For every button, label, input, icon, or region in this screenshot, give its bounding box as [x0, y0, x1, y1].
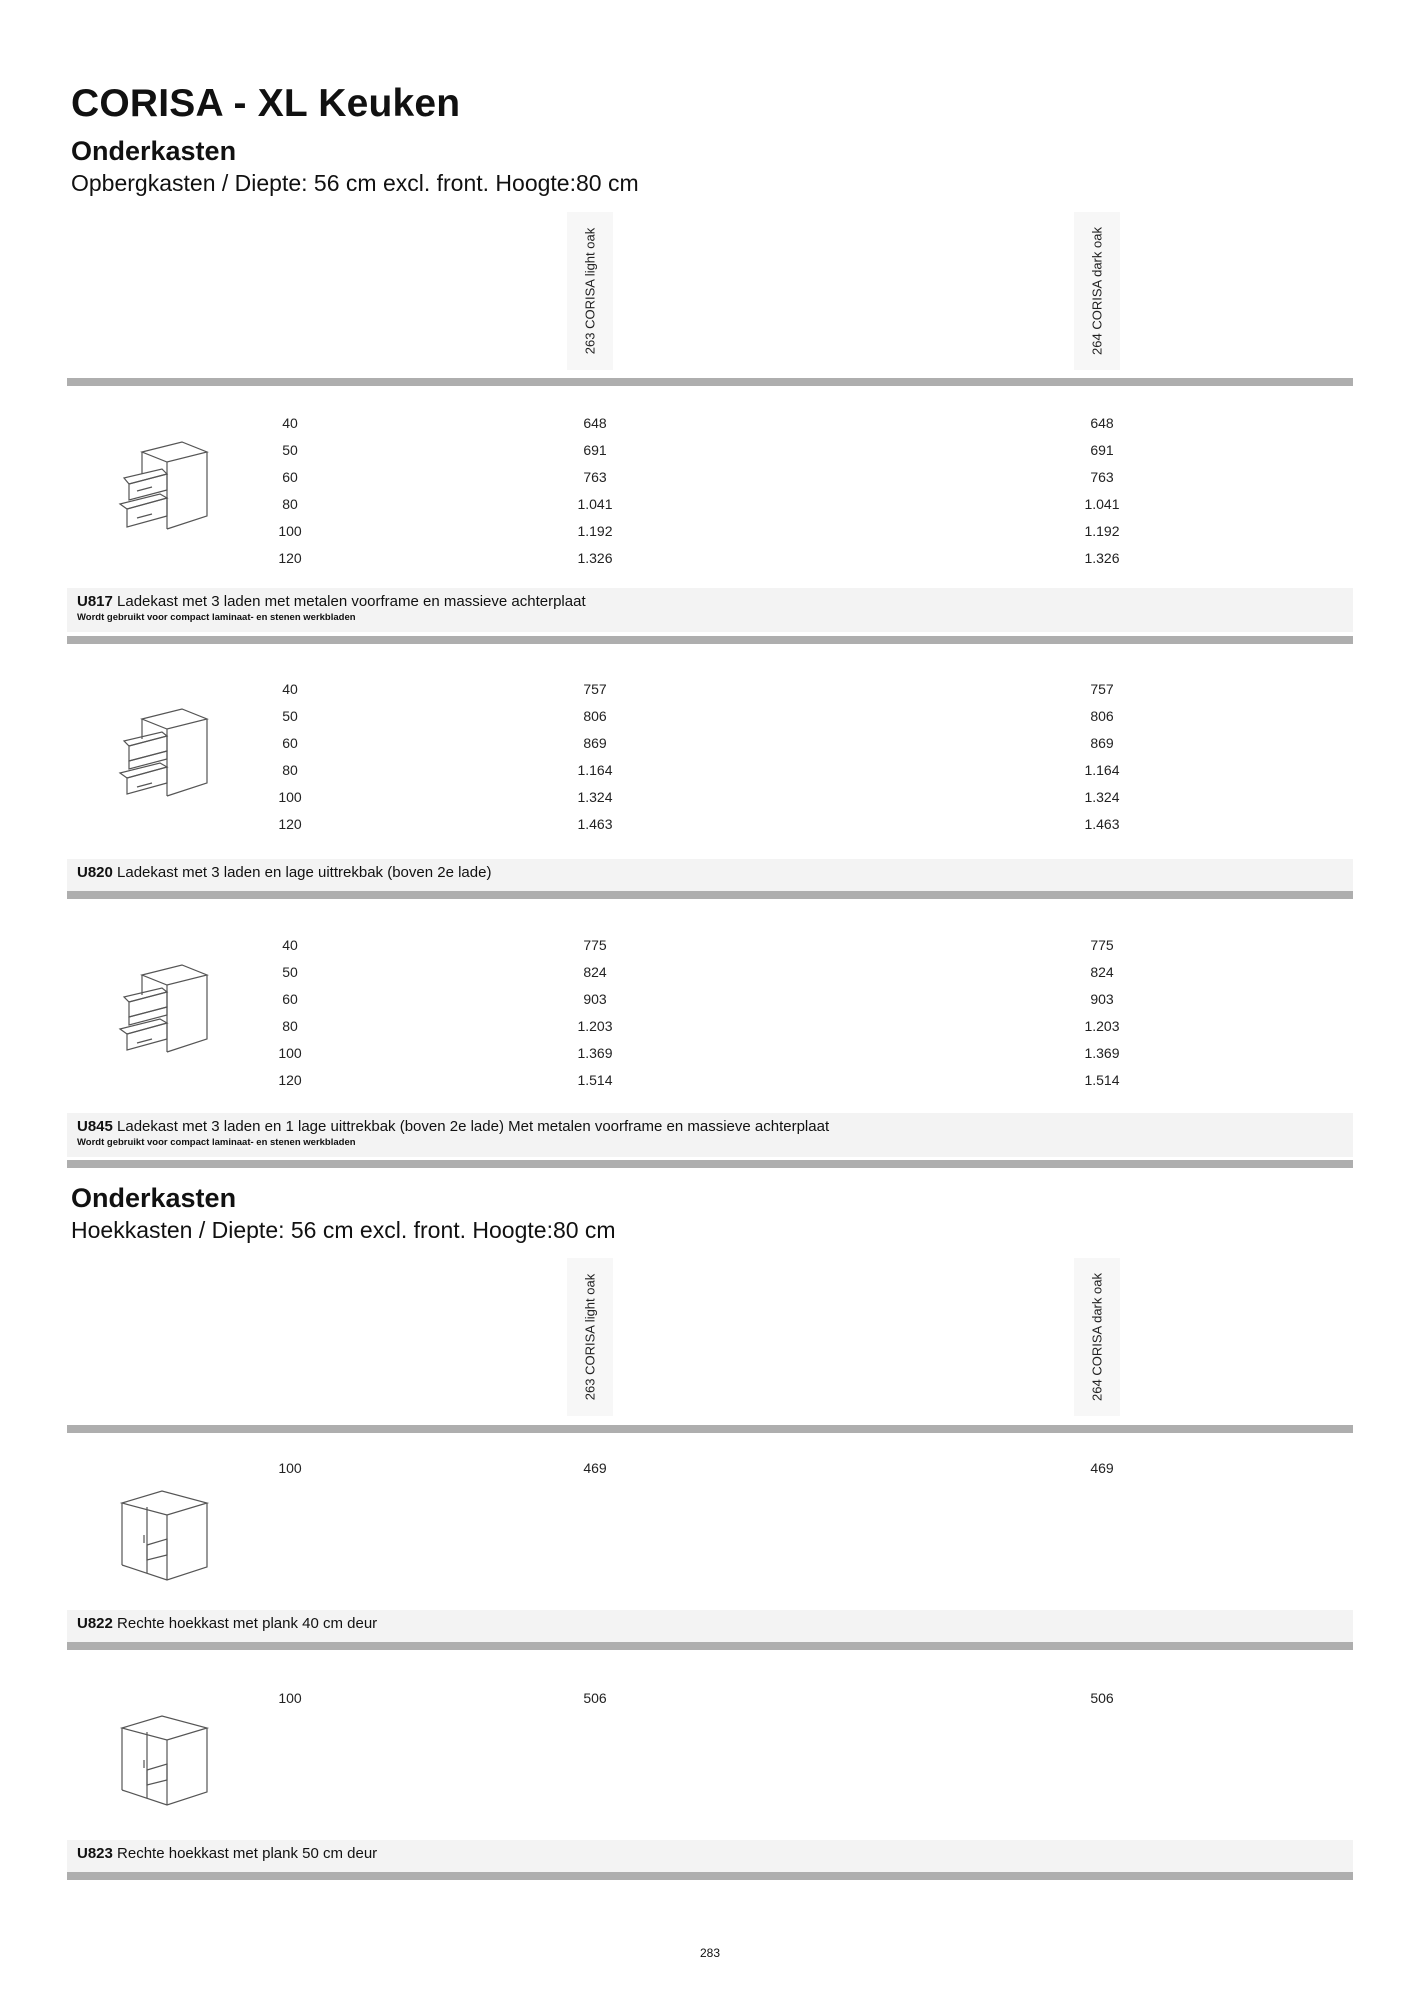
table-row: 100 1.324 1.324 [278, 789, 1120, 805]
table-row: 100 469 469 [278, 1460, 1114, 1476]
table-row: 40 757 757 [282, 681, 1114, 697]
product-note: Wordt gebruikt voor compact laminaat- en stenen werkbladen [77, 1137, 356, 1148]
column-header-light-oak [567, 1258, 613, 1416]
product-block-u820 [67, 681, 1353, 901]
table-row: 50 824 824 [282, 964, 1114, 980]
table-rule [67, 378, 1353, 386]
table-row: 100 506 506 [278, 1690, 1114, 1706]
product-description: Ladekast met 3 laden met metalen voorframe en massieve achterplaat [117, 593, 586, 610]
column-header-label: 263 CORISA light oak [582, 227, 598, 355]
table-rule [67, 1642, 1353, 1650]
section-subheading: Opbergkasten / Diepte: 56 cm excl. front. Hoogte:80 cm [71, 170, 639, 196]
table-row: 80 1.041 1.041 [282, 496, 1120, 512]
product-description: Rechte hoekkast met plank 40 cm deur [117, 1615, 378, 1632]
product-block-u823 [67, 1690, 1353, 1880]
product-description-bar [67, 588, 1353, 632]
column-header-dark-oak [1074, 212, 1120, 370]
product-code: U817 [77, 593, 113, 610]
table-row: 100 1.192 1.192 [278, 523, 1120, 539]
table-rule [67, 636, 1353, 644]
corner-cabinet-icon [112, 1485, 212, 1595]
column-header-light-oak [567, 212, 613, 370]
column-header-dark-oak [1074, 1258, 1120, 1416]
product-code: U845 [77, 1118, 113, 1135]
table-rule [67, 1425, 1353, 1433]
section-heading: Onderkasten [71, 1183, 237, 1213]
product-code: U820 [77, 864, 113, 881]
table-row: 120 1.463 1.463 [278, 816, 1120, 832]
product-code: U822 [77, 1615, 113, 1632]
product-note: Wordt gebruikt voor compact laminaat- en stenen werkbladen [77, 612, 356, 623]
table-row: 120 1.326 1.326 [278, 550, 1120, 566]
table-rule [67, 1872, 1353, 1880]
table-rule [67, 891, 1353, 899]
table-row: 100 1.369 1.369 [278, 1045, 1120, 1061]
table-row: 60 763 763 [282, 469, 1114, 485]
table-row: 80 1.164 1.164 [282, 762, 1120, 778]
section-subheading: Hoekkasten / Diepte: 56 cm excl. front. Hoogte:80 cm [71, 1217, 616, 1243]
table-row: 120 1.514 1.514 [278, 1072, 1120, 1088]
table-row: 50 806 806 [282, 708, 1114, 724]
column-header-label: 264 CORISA dark oak [1089, 227, 1105, 355]
product-description: Rechte hoekkast met plank 50 cm deur [117, 1845, 378, 1862]
product-description-bar [67, 859, 1353, 891]
table-row: 40 648 648 [282, 415, 1114, 431]
table-rule [67, 1160, 1353, 1168]
corner-cabinet-icon [112, 1710, 212, 1820]
column-header-label: 264 CORISA dark oak [1089, 1273, 1105, 1401]
product-description-bar [67, 1610, 1353, 1642]
table-row: 60 869 869 [282, 735, 1114, 751]
table-row: 80 1.203 1.203 [282, 1018, 1120, 1034]
product-block-u817 [67, 412, 1353, 637]
column-header-label: 263 CORISA light oak [582, 1273, 598, 1401]
product-description: Ladekast met 3 laden en lage uittrekbak (boven 2e lade) [117, 864, 492, 881]
section-heading: Onderkasten [71, 136, 237, 166]
table-row: 60 903 903 [282, 991, 1114, 1007]
product-block-u822 [67, 1460, 1353, 1650]
table-row: 40 775 775 [282, 937, 1114, 953]
product-description-bar [67, 1840, 1353, 1872]
table-row: 50 691 691 [282, 442, 1114, 458]
product-description: Ladekast met 3 laden en 1 lage uittrekbak (boven 2e lade) Met metalen voorframe en massieve achterplaat [117, 1118, 830, 1135]
product-description-bar [67, 1113, 1353, 1157]
page-title: CORISA - XL Keuken [71, 82, 461, 125]
product-code: U823 [77, 1845, 113, 1862]
page-number: 283 [699, 1946, 721, 1960]
product-block-u845 [67, 937, 1353, 1162]
